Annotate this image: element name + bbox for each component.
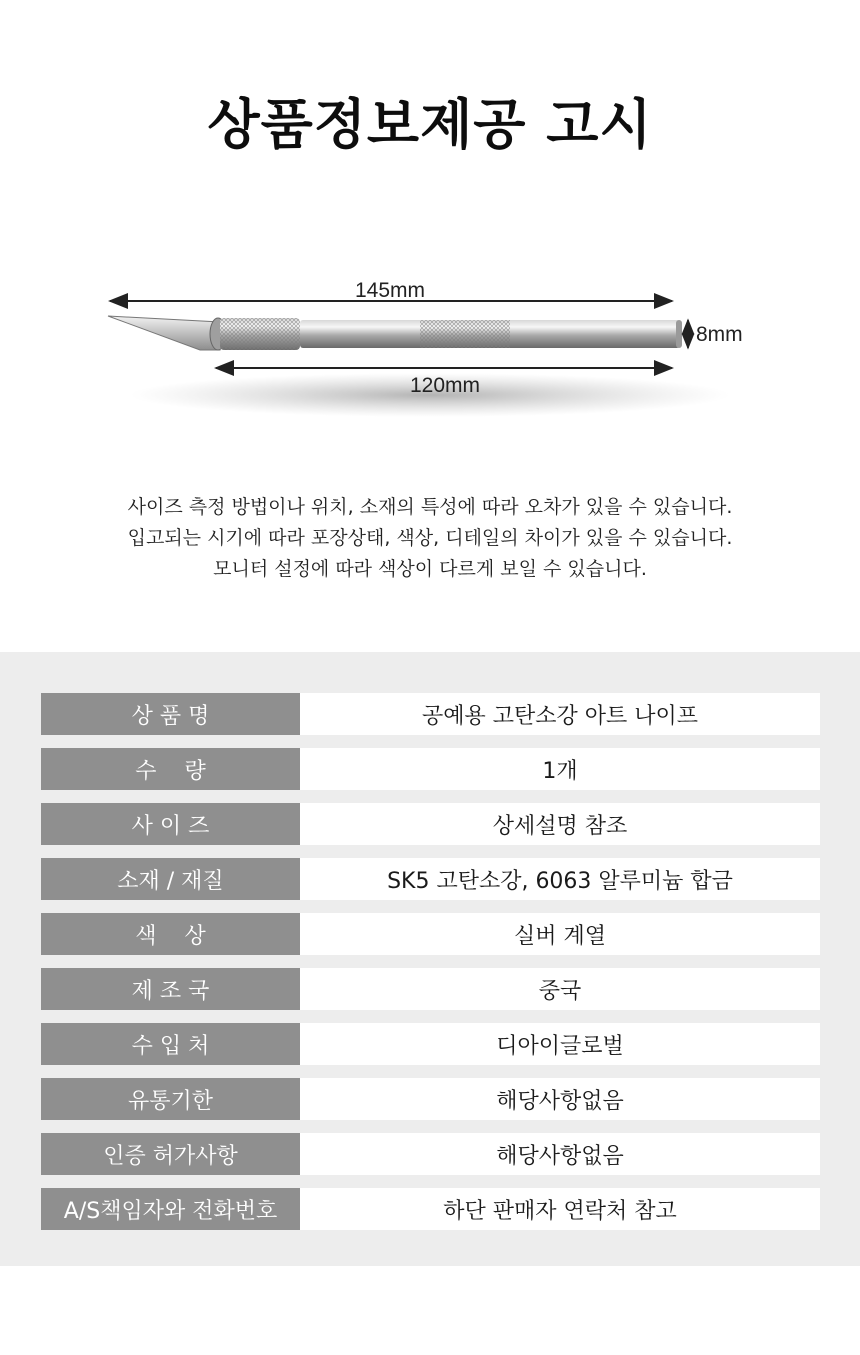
info-label: 수 량 [41,748,300,790]
info-row-size [41,803,820,845]
info-value: SK5 고탄소강, 6063 알루미늄 합금 [300,858,820,900]
info-value: 해당사항없음 [300,1078,820,1120]
info-label: A/S책임자와 전화번호 [41,1188,300,1230]
info-value: 1개 [300,748,820,790]
info-row-material [41,858,820,900]
info-row-expiry [41,1078,820,1120]
info-label: 인증 허가사항 [41,1133,300,1175]
notice-text [0,492,860,585]
info-row-as-contact [41,1188,820,1230]
product-info-table [41,693,820,1243]
info-value: 디아이글로벌 [300,1023,820,1065]
info-value: 해당사항없음 [300,1133,820,1175]
info-label: 상 품 명 [41,693,300,735]
info-label: 소재 / 재질 [41,858,300,900]
info-row-importer [41,1023,820,1065]
page-title: 상품정보제공 고시 [207,93,653,156]
info-row-quantity [41,748,820,790]
info-label: 사 이 즈 [41,803,300,845]
info-label: 수 입 처 [41,1023,300,1065]
handle-length-label: 120mm [409,374,481,397]
info-label: 색 상 [41,913,300,955]
info-label: 제 조 국 [41,968,300,1010]
notice-line: 입고되는 시기에 따라 포장상태, 색상, 디테일의 차이가 있을 수 있습니다. [127,527,733,549]
knife-blade [108,316,220,350]
notice-line: 모니터 설정에 따라 색상이 다르게 보일 수 있습니다. [213,558,647,580]
product-info-section [0,652,860,1266]
info-value: 하단 판매자 연락처 참고 [300,1188,820,1230]
info-label: 유통기한 [41,1078,300,1120]
info-row-product-name [41,693,820,735]
info-value: 실버 계열 [300,913,820,955]
info-row-certification [41,1133,820,1175]
info-value: 공예용 고탄소강 아트 나이프 [300,693,820,735]
info-row-color [41,913,820,955]
diameter-label: 8mm [696,323,743,346]
knife-dimension-image [100,270,770,440]
notice-line: 사이즈 측정 방법이나 위치, 소재의 특성에 따라 오차가 있을 수 있습니다. [127,496,733,518]
info-row-country [41,968,820,1010]
info-value: 중국 [300,968,820,1010]
info-value: 상세설명 참조 [300,803,820,845]
total-length-label: 145mm [354,279,426,302]
